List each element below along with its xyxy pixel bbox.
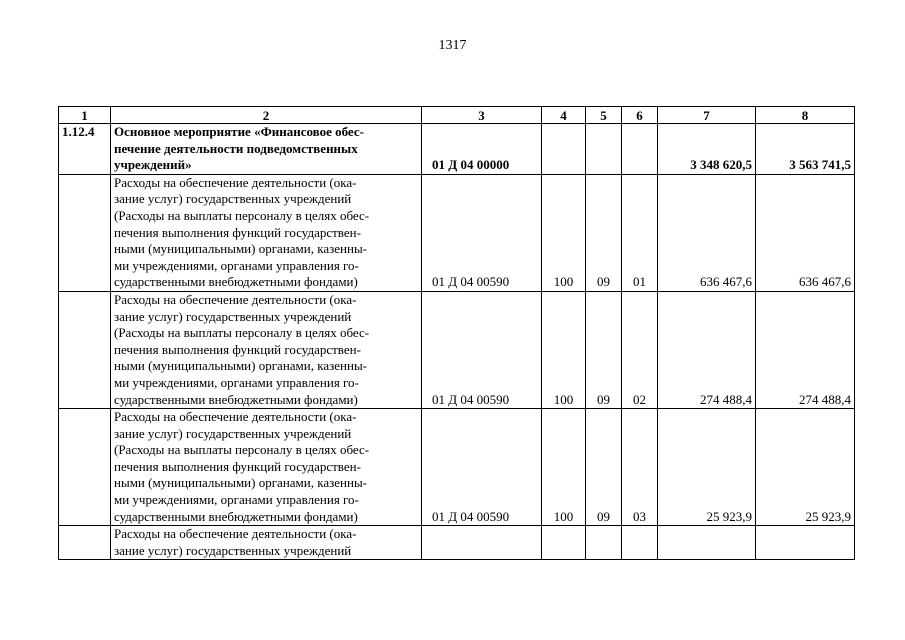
row-name-line: ми учреждениями, органами управления го- <box>114 257 359 273</box>
row-name-line: Расходы на обеспечение деятельности (ока- <box>114 291 357 307</box>
target-code-cell: 01 Д 04 00590 <box>422 174 542 291</box>
row-number-cell <box>59 174 111 291</box>
amount-cell: 3 348 620,5 <box>658 124 756 175</box>
column-header: 6 <box>622 107 658 124</box>
amount-cell <box>658 526 756 560</box>
row-name-line: сударственными внебюджетными фондами) <box>114 274 358 290</box>
amount-cell: 3 563 741,5 <box>756 124 855 175</box>
row-name-line: ными (муниципальными) органами, казенны- <box>114 241 368 257</box>
row-name-cell <box>111 291 422 408</box>
row-name-line: печения выполнения функций государствен- <box>114 341 361 357</box>
subsection-cell: 01 <box>622 174 658 291</box>
row-name-line: ми учреждениями, органами управления го- <box>114 374 359 390</box>
row-name-line: Расходы на обеспечение деятельности (ока- <box>114 409 357 425</box>
row-name-cell <box>111 124 422 175</box>
section-cell <box>586 526 622 560</box>
row-name-line: зание услуг) государственных учреждений <box>114 542 352 558</box>
row-name-line: Расходы на обеспечение деятельности (ока- <box>114 174 357 190</box>
expense-type-cell <box>542 526 586 560</box>
row-name-line: Расходы на обеспечение деятельности (ока- <box>114 526 357 542</box>
row-name-line: (Расходы на выплаты персоналу в целях обес- <box>114 207 370 223</box>
row-name-line: сударственными внебюджетными фондами) <box>114 508 358 524</box>
subsection-cell: 02 <box>622 291 658 408</box>
amount-cell: 274 488,4 <box>756 291 855 408</box>
table-row <box>59 174 855 291</box>
table-row <box>59 409 855 526</box>
table-row <box>59 526 855 560</box>
section-cell: 09 <box>586 174 622 291</box>
page-number: 1317 <box>438 38 467 53</box>
row-name-line: печения выполнения функций государствен- <box>114 458 361 474</box>
target-code-cell <box>422 526 542 560</box>
expense-type-cell <box>542 124 586 175</box>
expense-type-cell: 100 <box>542 409 586 526</box>
row-name-cell <box>111 174 422 291</box>
row-name-cell <box>111 526 422 560</box>
column-header: 2 <box>111 107 422 124</box>
column-header: 3 <box>422 107 542 124</box>
row-name-cell <box>111 409 422 526</box>
row-name-line: зание услуг) государственных учреждений <box>114 191 352 207</box>
column-header: 8 <box>756 107 855 124</box>
section-cell: 09 <box>586 291 622 408</box>
row-number-cell <box>59 409 111 526</box>
table-row <box>59 124 855 175</box>
amount-cell: 636 467,6 <box>658 174 756 291</box>
expense-type-cell: 100 <box>542 174 586 291</box>
amount-cell: 25 923,9 <box>658 409 756 526</box>
section-cell: 09 <box>586 409 622 526</box>
column-header: 5 <box>586 107 622 124</box>
column-header: 1 <box>59 107 111 124</box>
subsection-cell <box>622 124 658 175</box>
target-code-cell: 01 Д 04 00000 <box>422 124 542 175</box>
row-number-cell: 1.12.4 <box>59 124 111 175</box>
row-name-line: Основное мероприятие «Финансовое обес- <box>114 124 364 139</box>
amount-cell <box>756 526 855 560</box>
row-name-line: печение деятельности подведомственных <box>114 140 358 156</box>
row-name-line: печения выполнения функций государствен- <box>114 224 361 240</box>
column-header: 7 <box>658 107 756 124</box>
row-name-line: учреждений» <box>114 157 192 173</box>
row-number-cell <box>59 291 111 408</box>
target-code-cell: 01 Д 04 00590 <box>422 291 542 408</box>
row-name-line: сударственными внебюджетными фондами) <box>114 391 358 407</box>
row-name-line: (Расходы на выплаты персоналу в целях обес- <box>114 442 370 458</box>
row-name-line: (Расходы на выплаты персоналу в целях обес- <box>114 325 370 341</box>
row-name-line: ными (муниципальными) органами, казенны- <box>114 358 368 374</box>
subsection-cell <box>622 526 658 560</box>
row-name-line: ми учреждениями, органами управления го- <box>114 492 359 508</box>
row-name-line: ными (муниципальными) органами, казенны- <box>114 475 368 491</box>
subsection-cell: 03 <box>622 409 658 526</box>
row-number-cell <box>59 526 111 560</box>
amount-cell: 25 923,9 <box>756 409 855 526</box>
target-code-cell: 01 Д 04 00590 <box>422 409 542 526</box>
amount-cell: 274 488,4 <box>658 291 756 408</box>
row-name-line: зание услуг) государственных учреждений <box>114 425 352 441</box>
column-header: 4 <box>542 107 586 124</box>
amount-cell: 636 467,6 <box>756 174 855 291</box>
row-name-line: зание услуг) государственных учреждений <box>114 308 352 324</box>
expense-type-cell: 100 <box>542 291 586 408</box>
section-cell <box>586 124 622 175</box>
table-header-row <box>59 107 855 124</box>
budget-table <box>58 106 855 560</box>
table-row <box>59 291 855 408</box>
